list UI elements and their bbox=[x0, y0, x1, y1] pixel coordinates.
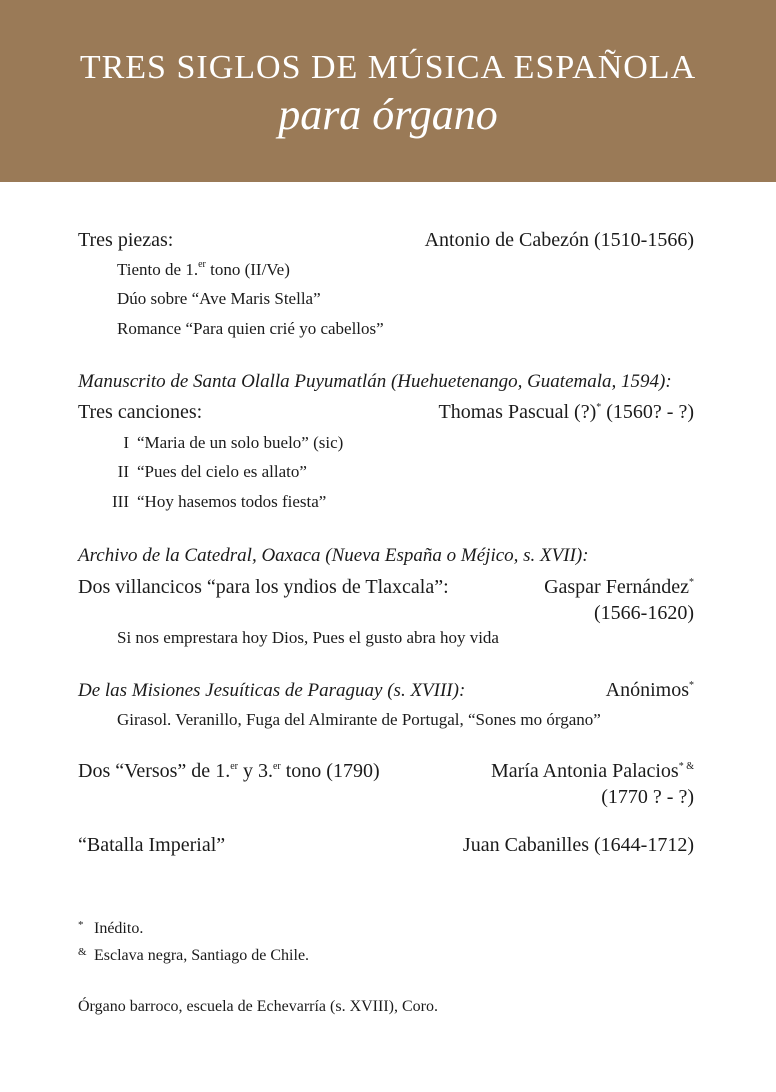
composer: Thomas Pascual (?)* (1560? - ?) bbox=[438, 401, 694, 423]
list-item: Girasol. Veranillo, Fuga del Almirante de Portugal, “Sones mo órgano” bbox=[117, 710, 601, 729]
composer: Juan Cabanilles (1644-1712) bbox=[462, 834, 694, 856]
composer: María Antonia Palacios* & bbox=[490, 760, 694, 782]
source-heading: Archivo de la Catedral, Oaxaca (Nueva España o Méjico, s. XVII): bbox=[78, 545, 589, 566]
work-title: Tres piezas: bbox=[78, 229, 174, 251]
work-title: “Batalla Imperial” bbox=[78, 834, 226, 856]
list-item: Dúo sobre “Ave Maris Stella” bbox=[117, 289, 321, 308]
source-heading: De las Misiones Jesuíticas de Paraguay (s. XVIII): bbox=[78, 680, 466, 701]
composer: Gaspar Fernández* bbox=[544, 576, 694, 598]
program-entry-fernandez bbox=[78, 574, 694, 600]
footnote: * Inédito. bbox=[78, 919, 144, 937]
list-item: Tiento de 1.$^{er}$ tono (II/Ve) bbox=[117, 259, 290, 279]
list-item: Romance “Para quien crié yo cabellos” bbox=[117, 319, 384, 338]
footnote: & Esclava negra, Santiago de Chile. bbox=[78, 946, 310, 964]
header-banner bbox=[0, 0, 776, 182]
composer: Antonio de Cabezón (1510-1566) bbox=[424, 229, 694, 251]
page-subtitle: para órgano bbox=[278, 90, 498, 139]
program-entry-palacios bbox=[78, 758, 694, 784]
composer: Anónimos* bbox=[605, 679, 694, 701]
program-entry-anonimos bbox=[78, 677, 694, 704]
source-heading: Manuscrito de Santa Olalla Puyumatlán (Huehuetenango, Guatemala, 1594): bbox=[78, 371, 672, 392]
list-item: Si nos emprestara hoy Dios, Pues el gusto abra hoy vida bbox=[117, 628, 499, 647]
program-entry-pascual bbox=[78, 399, 694, 425]
work-title: Dos villancicos “para los yndios de Tlaxcala”: bbox=[78, 576, 449, 598]
work-title: Dos “Versos” de 1.$^{er}$ y 3.$^{er}$ tono (1790) bbox=[78, 760, 380, 782]
list-item: II “Pues del cielo es allato” bbox=[117, 462, 307, 481]
page-title: TRES SIGLOS DE MÚSICA ESPAÑOLA bbox=[79, 49, 697, 86]
work-title: Tres canciones: bbox=[78, 401, 203, 423]
organ-note: Órgano barroco, escuela de Echevarría (s. XVIII), Coro. bbox=[78, 998, 438, 1015]
list-item: I “Maria de un solo buelo” (sic) bbox=[123, 433, 344, 452]
program-entry-cabanilles bbox=[78, 832, 694, 858]
program-entry-cabezon bbox=[78, 227, 694, 253]
list-item: III “Hoy hasemos todos fiesta” bbox=[112, 492, 327, 511]
